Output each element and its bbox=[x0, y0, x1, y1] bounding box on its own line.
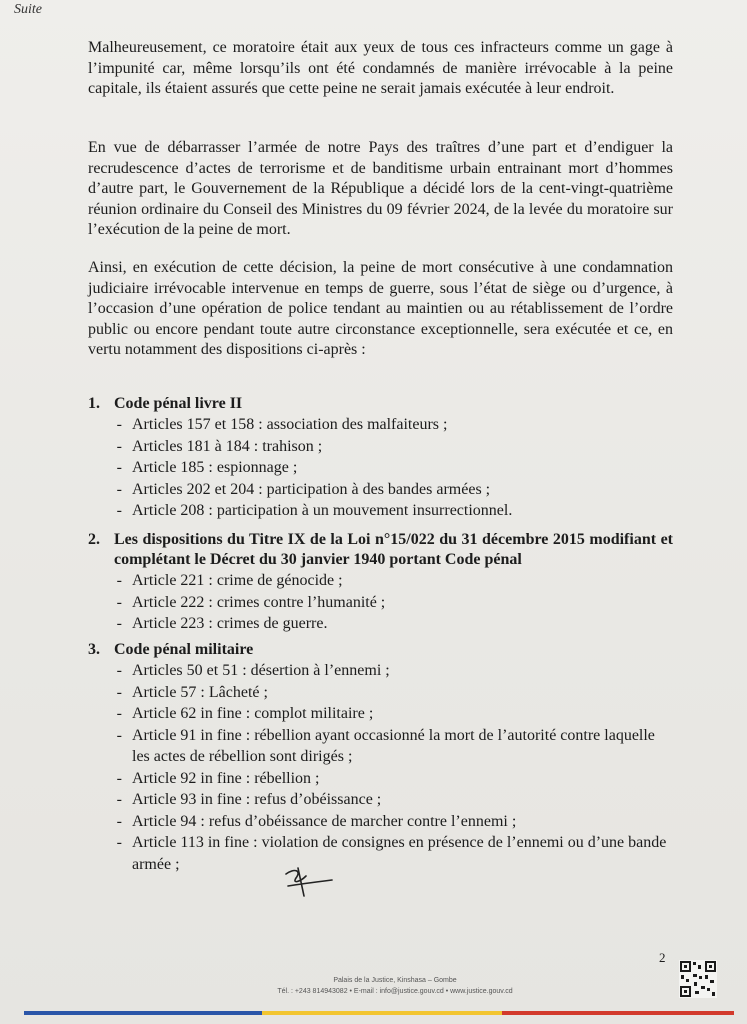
list-item-text: Articles 202 et 204 : participation à des bandes armées ; bbox=[132, 480, 491, 498]
list-item bbox=[88, 725, 673, 768]
list-item bbox=[88, 592, 673, 614]
list-item-text: Article 208 : participation à un mouvement insurrectionnel. bbox=[132, 502, 513, 519]
section-heading bbox=[88, 530, 673, 570]
list-item bbox=[88, 500, 673, 522]
bullet-dash: - bbox=[116, 480, 122, 498]
list-item-text: Article 91 in fine : rébellion ayant occasionné la mort de l’autorité contre laquelle les actes de rébellion sont dirigés ; bbox=[132, 726, 655, 765]
list-item bbox=[88, 479, 673, 501]
bullet-dash: - bbox=[116, 615, 122, 632]
section-title: Code pénal militaire bbox=[114, 641, 254, 658]
bullet-dash: - bbox=[116, 572, 122, 589]
bullet-dash: - bbox=[116, 437, 122, 455]
list-item bbox=[88, 703, 673, 725]
section-title: Les dispositions du Titre IX de la Loi n°15/022 du 31 décembre 2015 modifiant et complétant le Décret du 30 janvier 1940 portant Code pénal bbox=[114, 531, 673, 568]
list-item-text: Article 57 : Lâcheté ; bbox=[132, 683, 268, 701]
list-item-text: Article 185 : espionnage ; bbox=[132, 459, 298, 476]
flag-stripe-yellow bbox=[262, 1011, 502, 1015]
bullet-dash: - bbox=[116, 593, 122, 611]
paragraph-gouvernement-decision: En vue de débarrasser l’armée de notre Pays des traîtres d’une part et d’endiguer la recrudescence d’actes de terrorisme et de banditisme urbain entrainant mort d’hommes d’autre part, le Gouvernement de la République a décidé lors de la cent-vingt-quatrième réunion ordinaire du Conseil des Ministres du 09 février 2024, de la levée du moratoire sur l’exécution de la peine de mort. bbox=[88, 139, 673, 238]
list-item bbox=[88, 768, 673, 790]
list-item-text: Article 94 : refus d’obéissance de marcher contre l’ennemi ; bbox=[132, 812, 517, 830]
initials-signature bbox=[280, 864, 336, 900]
list-item-text: Articles 181 à 184 : trahison ; bbox=[132, 437, 323, 455]
list-item bbox=[88, 436, 673, 458]
bullet-dash: - bbox=[116, 683, 122, 701]
bullet-dash: - bbox=[116, 459, 122, 476]
list-item bbox=[88, 789, 673, 811]
section-heading bbox=[88, 640, 673, 660]
list-item bbox=[88, 414, 673, 436]
bullet-dash: - bbox=[116, 812, 122, 830]
paragraph-moratoire: Malheureusement, ce moratoire était aux yeux de tous ces infracteurs comme un gage à l’impunité car, même lorsqu’ils ont été condamnés de manière irrévocable à la peine capitale, ils étaient assurés que cette peine ne serait jamais exécutée à leur endroit. bbox=[88, 39, 673, 97]
section-number: 3. bbox=[88, 641, 100, 658]
list-item bbox=[88, 457, 673, 479]
footer bbox=[200, 975, 590, 997]
section-heading bbox=[88, 394, 673, 414]
section-loi-15-022 bbox=[88, 530, 673, 635]
page-number: 2 bbox=[659, 950, 666, 965]
bullet-dash: - bbox=[116, 502, 122, 519]
flag-stripe-blue bbox=[24, 1011, 262, 1015]
list-item bbox=[88, 613, 673, 635]
list-item bbox=[88, 682, 673, 704]
list-item-text: Article 223 : crimes de guerre. bbox=[132, 615, 328, 632]
section-code-penal-livre-2 bbox=[88, 394, 673, 522]
bullet-dash: - bbox=[116, 726, 122, 744]
bullet-dash: - bbox=[116, 791, 122, 808]
list-item bbox=[88, 811, 673, 833]
flag-stripe-red bbox=[502, 1011, 734, 1015]
continuation-label: Suite bbox=[14, 2, 42, 17]
list-item bbox=[88, 832, 673, 875]
footer-address: Palais de la Justice, Kinshasa – Gombe bbox=[333, 977, 457, 984]
bullet-dash: - bbox=[116, 705, 122, 722]
section-number: 2. bbox=[88, 531, 100, 548]
list-item-text: Article 113 in fine : violation de consignes en présence de l’ennemi ou d’une bande armée ; bbox=[132, 834, 667, 873]
list-item bbox=[88, 570, 673, 592]
qr-code-icon bbox=[679, 960, 717, 998]
bullet-dash: - bbox=[116, 834, 122, 851]
list-item-text: Article 92 in fine : rébellion ; bbox=[132, 769, 320, 787]
section-title: Code pénal livre II bbox=[114, 395, 243, 412]
bullet-dash: - bbox=[116, 769, 122, 787]
section-number: 1. bbox=[88, 395, 100, 412]
list-item-text: Articles 157 et 158 : association des malfaiteurs ; bbox=[132, 416, 448, 433]
list-item-text: Article 93 in fine : refus d’obéissance ; bbox=[132, 791, 382, 808]
bullet-dash: - bbox=[116, 662, 122, 679]
paragraph-execution: Ainsi, en exécution de cette décision, la peine de mort consécutive à une condamnation judiciaire irrévocable intervenue en temps de guerre, sous l’état de siège ou d’urgence, à l’occasion d’une opération de police tendant au maintien ou au rétablissement de l’ordre public ou encore pendant toute autre circonstance exceptionnelle, sera exécutée et ce, en vertu notamment des dispositions ci-après : bbox=[88, 259, 673, 358]
list-item-text: Article 221 : crime de génocide ; bbox=[132, 572, 343, 589]
list-item-text: Article 222 : crimes contre l’humanité ; bbox=[132, 593, 386, 611]
bullet-dash: - bbox=[116, 416, 122, 433]
list-item-text: Article 62 in fine : complot militaire ; bbox=[132, 705, 374, 722]
footer-contact: Tél. : +243 814943082 • E-mail : info@justice.gouv.cd • www.justice.gouv.cd bbox=[277, 988, 513, 995]
section-code-penal-militaire bbox=[88, 640, 673, 875]
list-item-text: Articles 50 et 51 : désertion à l’ennemi ; bbox=[132, 662, 390, 679]
list-item bbox=[88, 660, 673, 682]
